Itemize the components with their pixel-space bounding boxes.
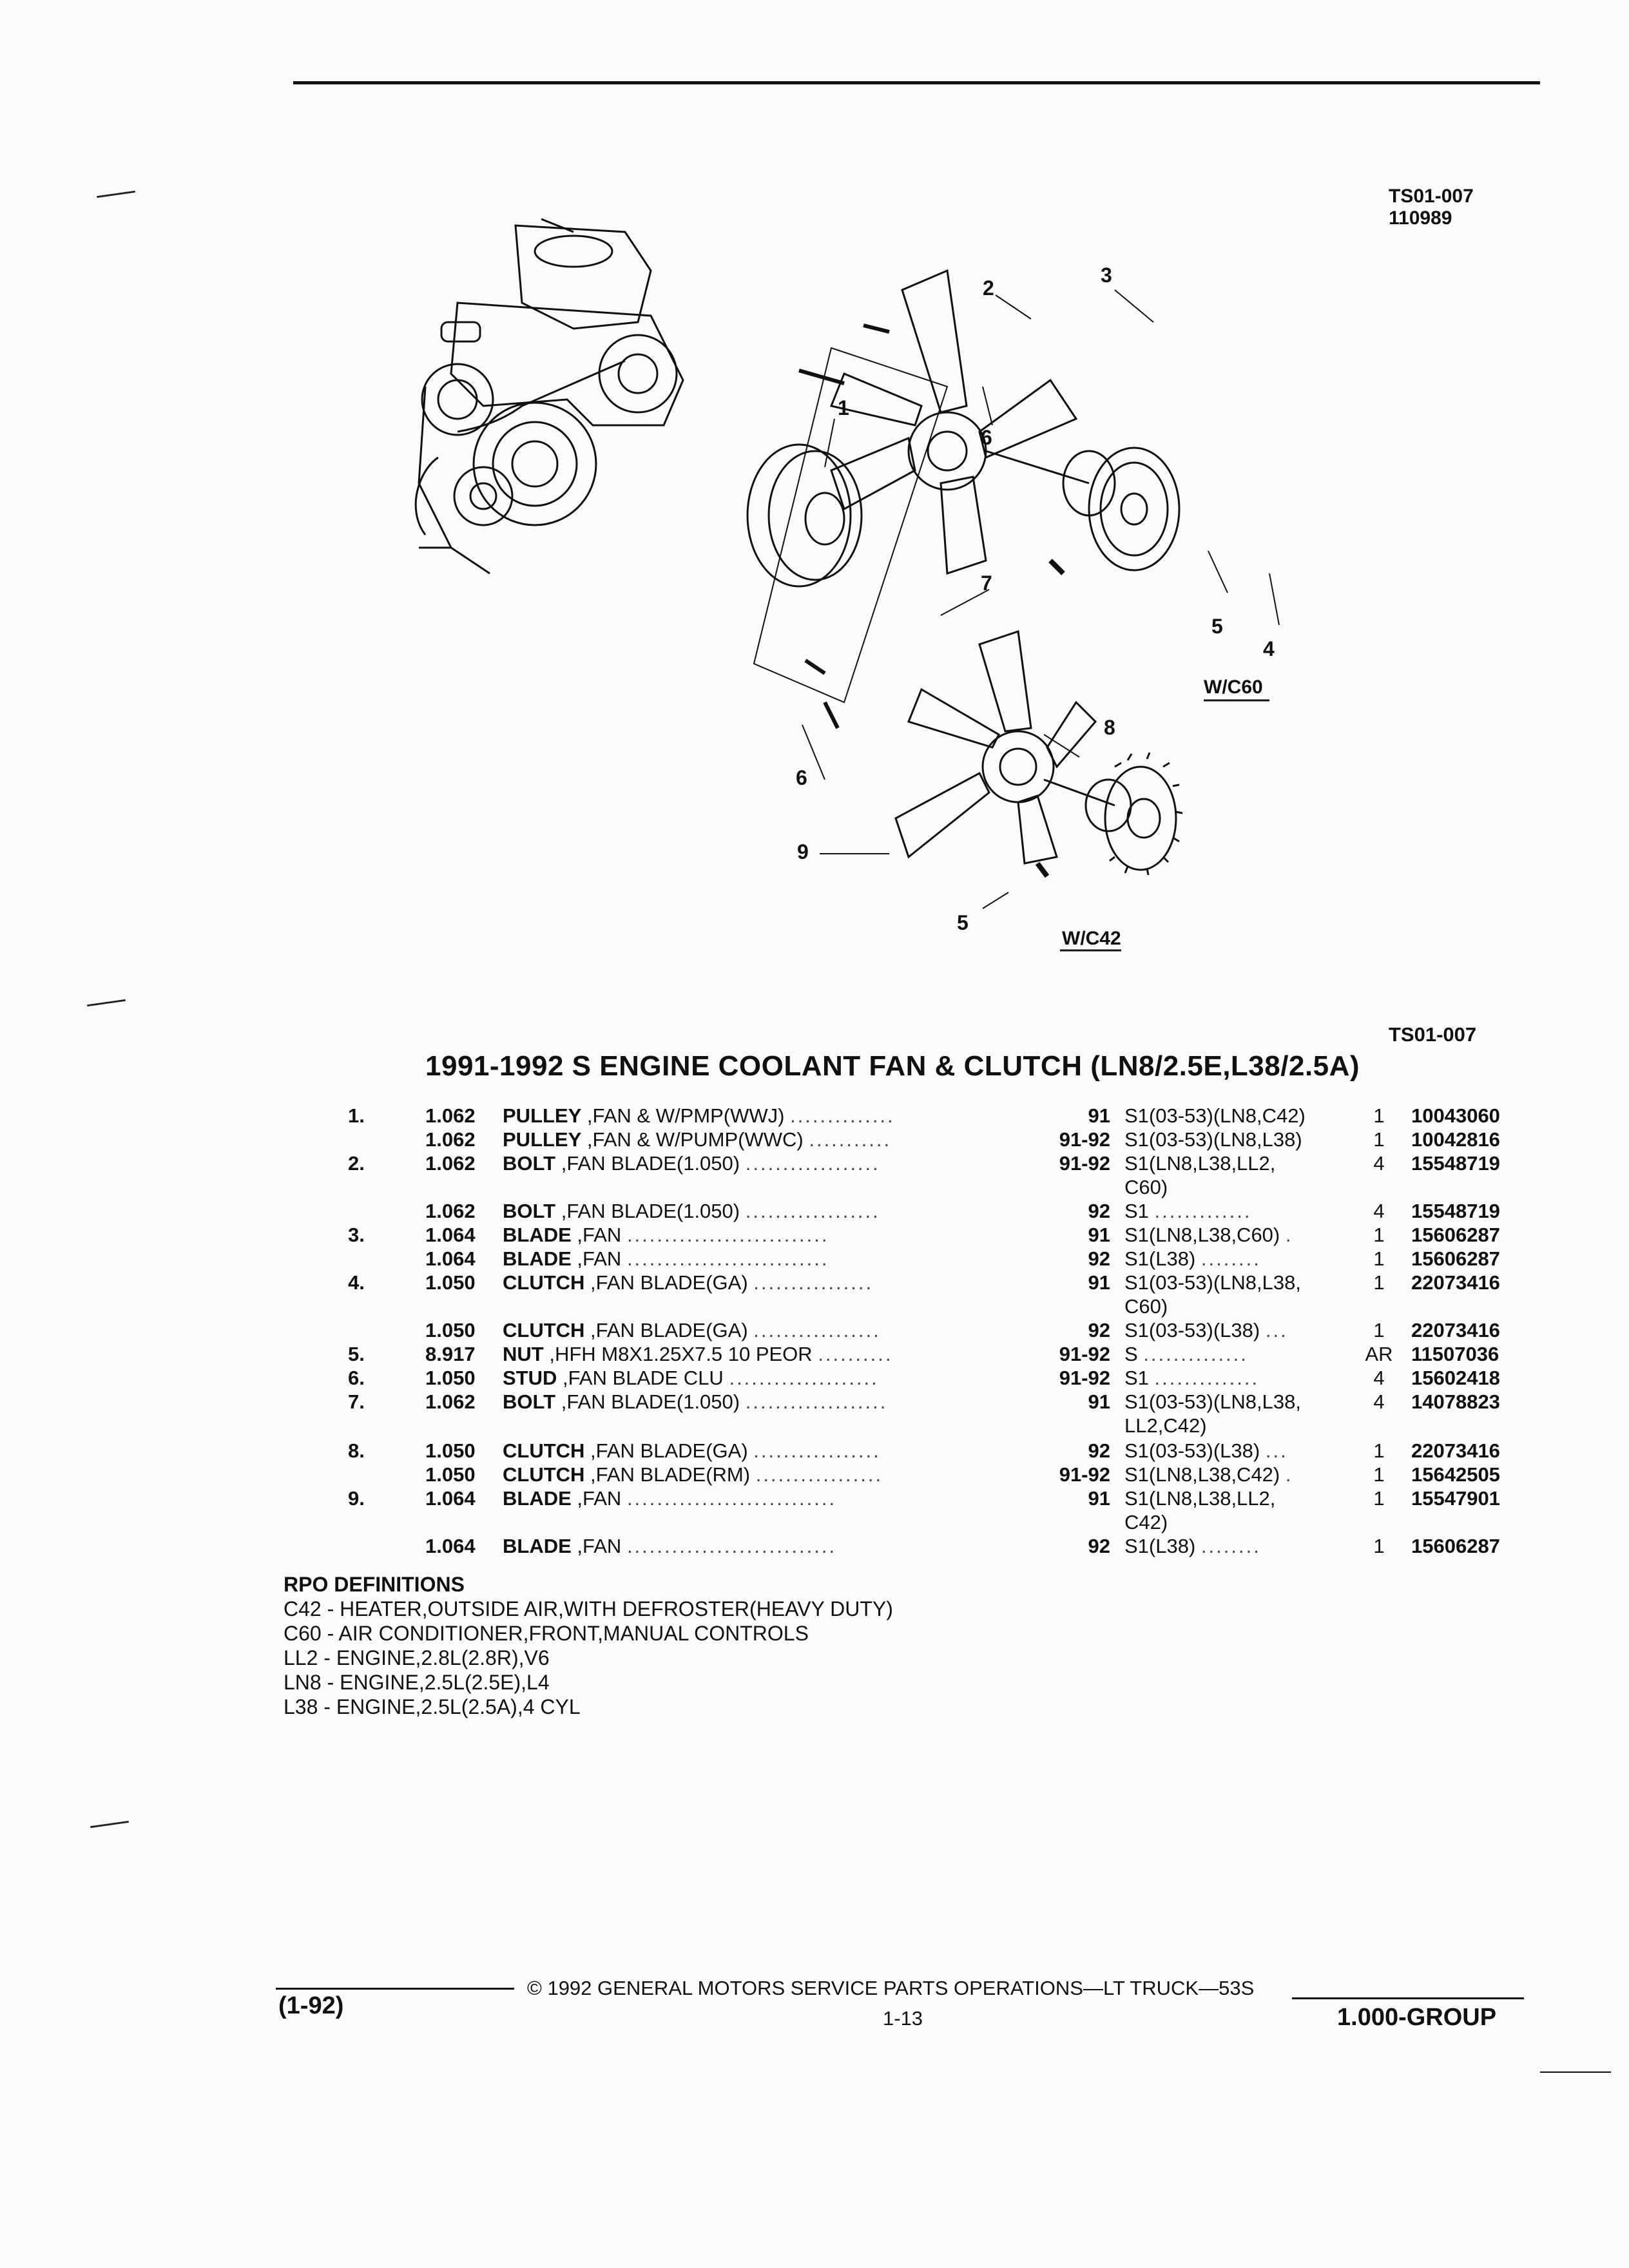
table-row-continuation: C60) (1124, 1295, 1168, 1318)
variant-label-c60: W/C60 (1204, 677, 1263, 698)
callout-8: 8 (1104, 716, 1115, 739)
engine-assembly-drawing (416, 219, 683, 573)
table-row: 1.050 CLUTCH ,FAN BLADE(GA) ................. 92 S1(03-53)(L38) ... 1 22073416 (425, 1319, 1500, 1341)
callout-9: 9 (797, 840, 809, 863)
callout-6: 6 (981, 426, 992, 449)
fan-clutch-lower-drawing (1044, 753, 1182, 875)
callout-5b: 5 (957, 911, 969, 934)
footer-group: 1.000-GROUP (1337, 2004, 1497, 2031)
illustration-code: TS01-007 (1389, 1023, 1477, 1046)
table-row-continuation: C42) (1124, 1511, 1168, 1533)
callout-5: 5 (1211, 615, 1223, 638)
rpo-item: LN8 - ENGINE,2.5L(2.5E),L4 (284, 1671, 550, 1694)
callout-1: 1 (838, 396, 849, 419)
table-row: 4. 1.050 CLUTCH ,FAN BLADE(GA) ................ 91 S1(03-53)(LN8,L38, 1 22073416 (348, 1271, 1500, 1294)
margin-mark (97, 191, 135, 198)
callout-6b: 6 (796, 766, 807, 789)
rpo-item: LL2 - ENGINE,2.8L(2.8R),V6 (284, 1646, 550, 1669)
callout-4: 4 (1263, 637, 1275, 660)
footer-page-number: 1-13 (883, 2007, 923, 2030)
table-row: 1.062 PULLEY ,FAN & W/PUMP(WWC) ........... 91-92 S1(03-53)(LN8,L38) 1 10042816 (425, 1128, 1500, 1151)
footer-copyright: © 1992 GENERAL MOTORS SERVICE PARTS OPERATIONS—LT TRUCK—53S (527, 1977, 1255, 1999)
table-row: 1.064 BLADE ,FAN ........................... 92 S1(L38) ........ 1 15606287 (425, 1247, 1500, 1270)
rpo-heading: RPO DEFINITIONS (284, 1573, 465, 1596)
footer-rule-right (1292, 1997, 1524, 1999)
table-row: 2. 1.062 BOLT ,FAN BLADE(1.050) .................. 91-92 S1(LN8,L38,LL2, 4 15548719 (348, 1152, 1500, 1175)
rpo-definitions (284, 1572, 893, 1719)
header-code: TS01-007 110989 (1389, 186, 1474, 229)
top-rule (293, 81, 1540, 84)
rpo-item: C42 - HEATER,OUTSIDE AIR,WITH DEFROSTER(HEAVY DUTY) (284, 1597, 893, 1620)
table-row: 5. 8.917 NUT ,HFH M8X1.25X7.5 10 PEOR .......... 91-92 S .............. AR 11507036 (348, 1343, 1499, 1365)
table-row: 7. 1.062 BOLT ,FAN BLADE(1.050) ................... 91 S1(03-53)(LN8,L38, 4 14078823 (348, 1390, 1500, 1413)
callout-3: 3 (1101, 264, 1112, 287)
callout-7: 7 (981, 572, 992, 595)
table-row-continuation: C60) (1124, 1176, 1168, 1198)
table-row: 8. 1.050 CLUTCH ,FAN BLADE(GA) ................. 92 S1(03-53)(L38) ... 1 22073416 (348, 1439, 1500, 1462)
table-row: 1.064 BLADE ,FAN ............................ 92 S1(L38) ........ 1 15606287 (425, 1535, 1500, 1557)
table-row-continuation: LL2,C42) (1124, 1414, 1207, 1437)
fan-clutch-illustration (380, 213, 1308, 979)
footer-rule-left (276, 1988, 514, 1990)
table-row: 3. 1.064 BLADE ,FAN ........................... 91 S1(LN8,L38,C60) . 1 15606287 (348, 1224, 1500, 1246)
footer-date: (1-92) (278, 1992, 344, 2019)
page-title: 1991-1992 S ENGINE COOLANT FAN & CLUTCH (LN8/2.5E,L38/2.5A) (425, 1050, 1360, 1082)
table-row: 6. 1.050 STUD ,FAN BLADE CLU .................... 91-92 S1 .............. 4 15602418 (348, 1367, 1500, 1389)
fan-blade-upper-drawing (831, 271, 1076, 573)
fan-blade-lower-drawing (896, 631, 1095, 863)
fan-clutch-upper-drawing (986, 448, 1179, 570)
margin-mark (87, 999, 126, 1006)
margin-mark (90, 1821, 129, 1828)
table-row: 1.050 CLUTCH ,FAN BLADE(RM) ................. 91-92 S1(LN8,L38,C42) . 1 15642505 (425, 1463, 1500, 1486)
corner-rule (1540, 2071, 1611, 2073)
callout-2: 2 (983, 276, 994, 300)
variant-label-c42: W/C42 (1062, 928, 1121, 949)
rpo-item: L38 - ENGINE,2.5L(2.5A),4 CYL (284, 1695, 581, 1718)
table-row: 1. 1.062 PULLEY ,FAN & W/PMP(WWJ) .............. 91 S1(03-53)(LN8,C42) 1 10043060 (348, 1104, 1500, 1127)
table-row: 1.062 BOLT ,FAN BLADE(1.050) .................. 92 S1 ............. 4 15548719 (425, 1200, 1500, 1222)
rpo-item: C60 - AIR CONDITIONER,FRONT,MANUAL CONTROLS (284, 1622, 809, 1645)
table-row: 9. 1.064 BLADE ,FAN ............................ 91 S1(LN8,L38,LL2, 1 15547901 (348, 1487, 1500, 1510)
